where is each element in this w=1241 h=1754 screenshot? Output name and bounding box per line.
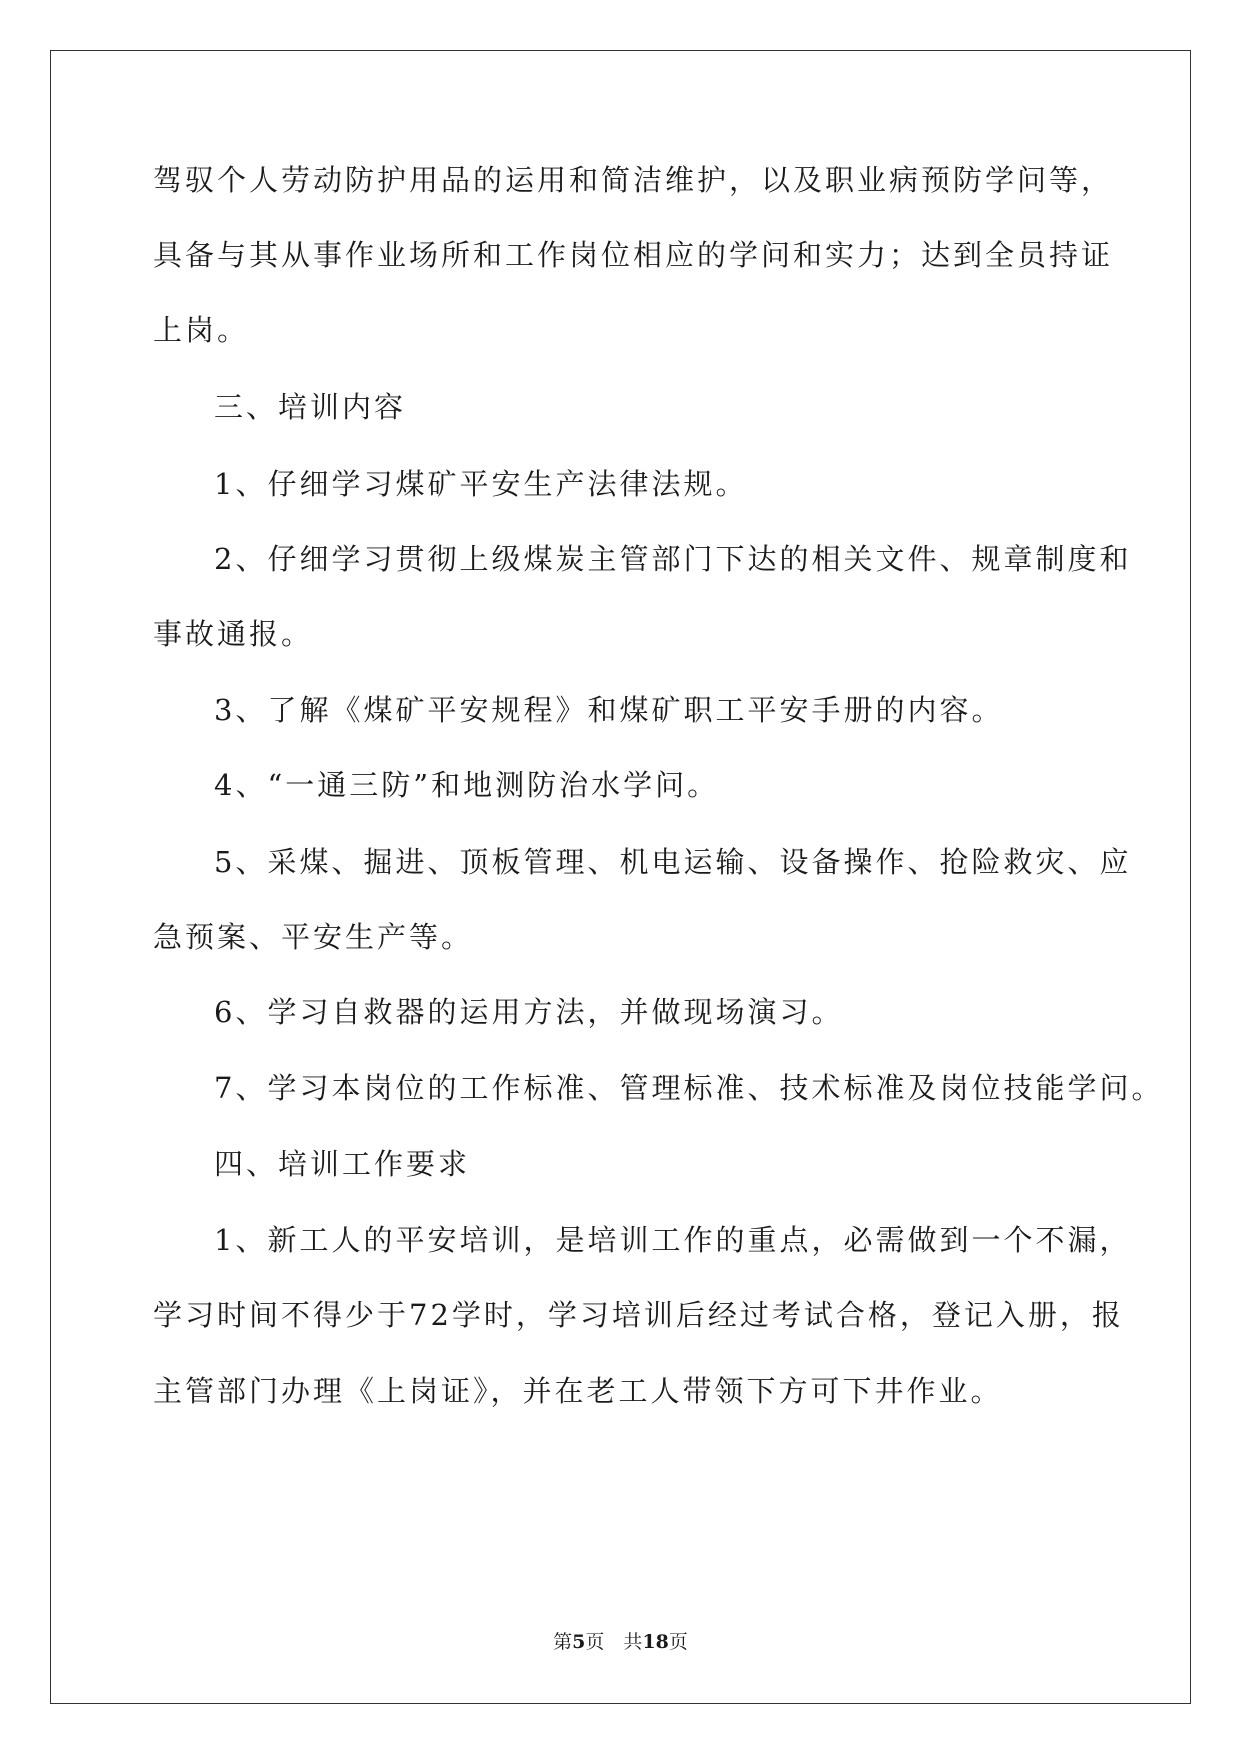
total-page-number: 18	[642, 1631, 669, 1653]
section-heading: 四、培训工作要求	[214, 1147, 471, 1181]
list-item: 2、仔细学习贯彻上级煤炭主管部门下达的相关文件、规章制度和	[214, 542, 1132, 576]
list-item: 5、采煤、掘进、顶板管理、机电运输、设备操作、抢险救灾、应	[214, 845, 1132, 879]
paragraph-line: 上岗。	[153, 313, 250, 347]
page-footer	[0, 1630, 1241, 1654]
footer-suffix: 页	[668, 1631, 688, 1653]
section-heading: 三、培训内容	[214, 390, 407, 424]
paragraph-line: 具备与其从事作业场所和工作岗位相应的学问和实力；达到全员持证	[153, 238, 1114, 272]
footer-mid: 页 共	[585, 1631, 643, 1653]
list-item: 4、“一通三防”和地测防治水学问。	[214, 768, 720, 802]
list-item: 3、了解《煤矿平安规程》和煤矿职工平安手册的内容。	[214, 693, 1004, 727]
paragraph-line: 急预案、平安生产等。	[153, 920, 474, 954]
list-item: 1、仔细学习煤矿平安生产法律法规。	[214, 467, 748, 501]
list-item: 7、学习本岗位的工作标准、管理标准、技术标准及岗位技能学问。	[214, 1071, 1164, 1105]
paragraph-line: 事故通报。	[153, 617, 314, 651]
list-item: 1、新工人的平安培训，是培训工作的重点，必需做到一个不漏，	[214, 1223, 1132, 1257]
current-page-number: 5	[572, 1631, 586, 1653]
paragraph-line: 主管部门办理《上岗证》，并在老工人带领下方可下井作业。	[153, 1374, 1003, 1408]
paragraph-line: 学习时间不得少于72学时，学习培训后经过考试合格，登记入册，报	[153, 1298, 1124, 1332]
list-item: 6、学习自救器的运用方法，并做现场演习。	[214, 995, 844, 1029]
paragraph-line: 驾驭个人劳动防护用品的运用和简洁维护，以及职业病预防学问等，	[153, 163, 1114, 197]
footer-prefix: 第	[553, 1631, 573, 1653]
